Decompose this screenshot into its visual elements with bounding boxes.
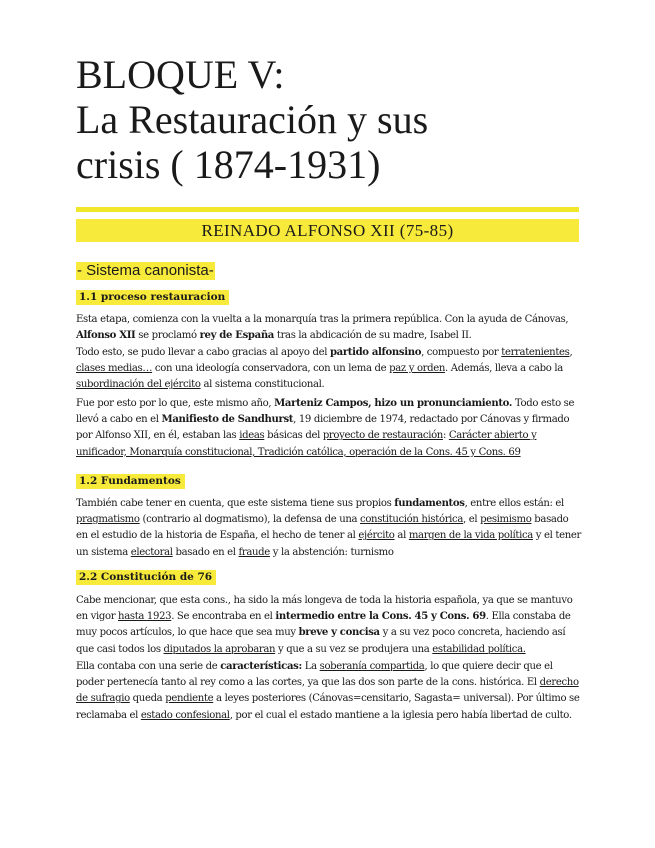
text: , 19 diciembre de 1974, redactado por Cánovas y firmado por Alfonso XII, en él, estaban las [76,414,570,442]
underlined-text: ejército [358,530,395,542]
underlined-text: hasta 1923 [118,611,172,623]
text: con una ideología conservadora, con un lema de [152,363,390,375]
bold-text: intermedio entre la Cons. 45 y Cons. 69 [275,611,486,623]
underlined-text: terratenientes [501,347,570,358]
underlined-text: ideas [239,430,265,442]
bold-text: fundamentos [394,498,465,509]
title-divider [76,207,579,212]
text: , por el cual el estado mantiene a la iglesia pero había libertad de culto. [229,709,572,721]
text: a leyes posteriores (Cánovas=censitario, Sagasta= universal). Por último se reclamaba el [76,693,580,721]
text: queda [129,693,166,705]
text: Esta etapa, comienza con la vuelta a la monarquía tras la primera república. Con la ayuda de Cánovas, [76,314,569,325]
paragraph-3 [76,396,581,461]
underlined-text: estado confesional [140,709,230,721]
text: , entre ellos están: el [464,498,564,509]
text: Fue por esto por lo que, este mismo año, [76,398,275,409]
paragraph-1 [76,312,581,344]
subsection-heading-3: 2.2 Constitución de 76 [76,570,216,585]
underlined-text: estabilidad política. [432,643,526,655]
text: al [394,530,409,542]
text: . Se encontraba en el [171,611,276,623]
underlined-text: derecho de sufragio [76,677,579,705]
underlined-text: margen de la vida política [408,530,533,542]
text: , compuesto por [421,347,502,358]
underlined-text: soberanía compartida [319,661,425,672]
text: Todo esto se llevó a cabo en el [76,398,575,426]
title-line-1: BLOQUE V: [76,52,285,97]
underlined-text: clases medias… [76,363,153,375]
paragraph-5 [76,593,581,658]
underlined-text: constitución histórica [360,514,464,526]
text: , [569,347,573,358]
underlined-text: pragmatismo [76,514,140,526]
bold-text: Alfonso XII [76,330,136,342]
title-line-2: La Restauración y sus [76,97,429,142]
bold-text: rey de España [199,330,274,342]
text: y que a su vez se produjera una [275,643,433,655]
section-heading: - Sistema canonista- [77,262,214,279]
text: y el tener un sistema [76,530,581,558]
underlined-text: electoral [130,546,173,558]
text: , lo que quiere decir que el poder pertenecía tanto al rey como a las cortes, ya que las dos son parte de la cons. histórica. El [76,661,553,689]
text: (contrario al dogmatismo), la defensa de una [139,514,361,526]
subsection-heading-1: 1.1 proceso restauracion [76,290,229,305]
underlined-text: subordinación del ejército [76,379,201,391]
underlined-text: pesimismo [480,514,532,526]
underlined-text: fraude [238,546,270,558]
bold-text: características: [220,661,302,672]
text: . Además, lleva a cabo la [445,363,563,375]
paragraph-6 [76,659,581,724]
paragraph-4 [76,496,581,561]
subsection-heading-2: 1.2 Fundamentos [76,474,185,489]
underlined-text: diputados la aprobaran [163,643,276,655]
text: : [442,430,449,442]
underlined-text: paz y orden [389,363,446,375]
reign-banner: REINADO ALFONSO XII (75-85) [76,219,579,242]
bold-text: Marteniz Campos, hizo un pronunciamiento. [274,398,513,409]
text: La [301,661,320,672]
title-line-3: crisis ( 1874-1931) [76,142,381,187]
text: tras la abdicación de su madre, Isabel II. [274,330,472,342]
paragraph-2 [76,345,581,394]
text: También cabe tener en cuenta, que este sistema tiene sus propios [76,498,395,509]
text: . Ella constaba de muy pocos artículos, lo que hace que sea muy [76,611,571,639]
text: Ella contaba con una serie de [76,661,221,672]
underlined-text: proyecto de restauración [322,430,443,442]
text: basado en el estudio de la historia de España, el hecho de tener al [76,514,569,542]
text: Cabe mencionar, que esta cons., ha sido la más longeva de toda la historia española, ya que se mantuvo en vigor [76,595,573,623]
text: al sistema constitucional. [200,379,325,391]
text: basado en el [172,546,239,558]
bold-text: partido alfonsino [329,347,422,358]
text: y a su vez poco concreta, haciendo así que casi todos los [76,627,566,655]
text: y la abstención: turnismo [269,546,394,558]
bold-text: Manifiesto de Sandhurst [161,414,294,426]
bold-text: breve y concisa [298,627,380,639]
underlined-text: Carácter abierto y unificador, Monarquía constitucional, Tradición católica, operación de la Cons. 45 y Cons. 69 [76,430,537,458]
underlined-text: pendiente [165,693,214,705]
document-title [76,52,596,187]
text: se proclamó [135,330,200,342]
text: básicas del [264,430,323,442]
text: Todo esto, se pudo llevar a cabo gracias al apoyo del [76,347,330,358]
text: , el [463,514,481,526]
